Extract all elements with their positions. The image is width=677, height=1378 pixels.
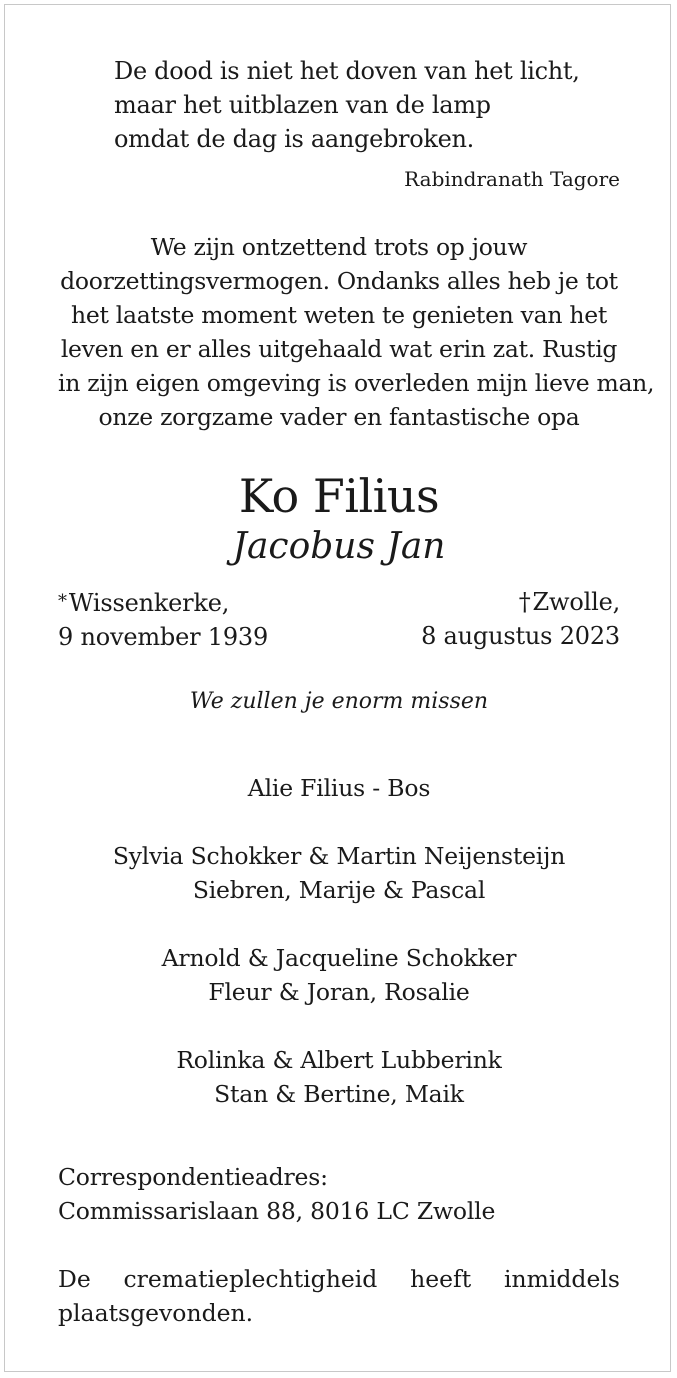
family-group bbox=[58, 771, 620, 805]
death-symbol: † bbox=[518, 588, 531, 616]
family-line: Arnold & Jacqueline Schokker bbox=[161, 944, 517, 972]
cremation-notice bbox=[58, 1262, 620, 1330]
correspondence-address bbox=[58, 1160, 495, 1228]
intro-line: onze zorgzame vader en fantastische opa bbox=[98, 403, 580, 431]
family-line: Sylvia Schokker & Martin Neijensteijn bbox=[112, 842, 566, 870]
deceased-name: Ko Filius bbox=[238, 469, 440, 523]
quote-line: De dood is niet het doven van het licht, bbox=[114, 57, 580, 85]
cremation-word: heeft bbox=[410, 1265, 472, 1293]
family-line: Siebren, Marije & Pascal bbox=[192, 876, 486, 904]
death-place-line bbox=[421, 585, 620, 619]
intro-line: leven en er alles uitgehaald wat erin zat. Rustig bbox=[60, 335, 618, 363]
intro-line: in zijn eigen omgeving is overleden mijn lieve man, bbox=[58, 369, 655, 397]
birth-symbol: * bbox=[58, 591, 67, 612]
intro-line: het laatste moment weten te genieten van het bbox=[71, 301, 607, 329]
correspondence-street: Commissarislaan 88, 8016 LC Zwolle bbox=[58, 1197, 496, 1225]
quote-author: Rabindranath Tagore bbox=[404, 167, 620, 191]
missing-text: We zullen je enorm missen bbox=[189, 689, 489, 714]
family-line: Alie Filius - Bos bbox=[247, 774, 431, 802]
intro-line: doorzettingsvermogen. Ondanks alles heb je tot bbox=[60, 267, 618, 295]
cremation-word: crematieplechtigheid bbox=[123, 1265, 378, 1293]
deceased-given-names: Jacobus Jan bbox=[232, 526, 446, 567]
family-line: Stan & Bertine, Maik bbox=[214, 1080, 464, 1108]
family-line: Rolinka & Albert Lubberink bbox=[176, 1046, 502, 1074]
birth-place: Wissenkerke, bbox=[68, 589, 230, 617]
cremation-word: De bbox=[58, 1265, 91, 1293]
death-date: 8 augustus 2023 bbox=[421, 622, 620, 650]
family-group bbox=[58, 1043, 620, 1111]
birth-info bbox=[58, 585, 268, 654]
death-info bbox=[421, 585, 620, 653]
birth-date: 9 november 1939 bbox=[58, 623, 269, 651]
family-list bbox=[58, 771, 620, 1145]
intro-text bbox=[58, 230, 655, 434]
cremation-line-1 bbox=[58, 1262, 620, 1296]
cremation-line-2: plaatsgevonden. bbox=[58, 1299, 254, 1327]
birth-place-line bbox=[58, 585, 268, 620]
family-group bbox=[58, 839, 620, 907]
correspondence-label: Correspondentieadres: bbox=[58, 1163, 328, 1191]
quote-line: maar het uitblazen van de lamp bbox=[114, 91, 491, 119]
family-line: Fleur & Joran, Rosalie bbox=[208, 978, 470, 1006]
quote bbox=[114, 54, 580, 156]
family-group bbox=[58, 941, 620, 1009]
cremation-word: inmiddels bbox=[503, 1265, 620, 1293]
death-place: Zwolle, bbox=[532, 588, 620, 616]
intro-line: We zijn ontzettend trots op jouw bbox=[150, 233, 528, 261]
quote-line: omdat de dag is aangebroken. bbox=[114, 125, 474, 153]
